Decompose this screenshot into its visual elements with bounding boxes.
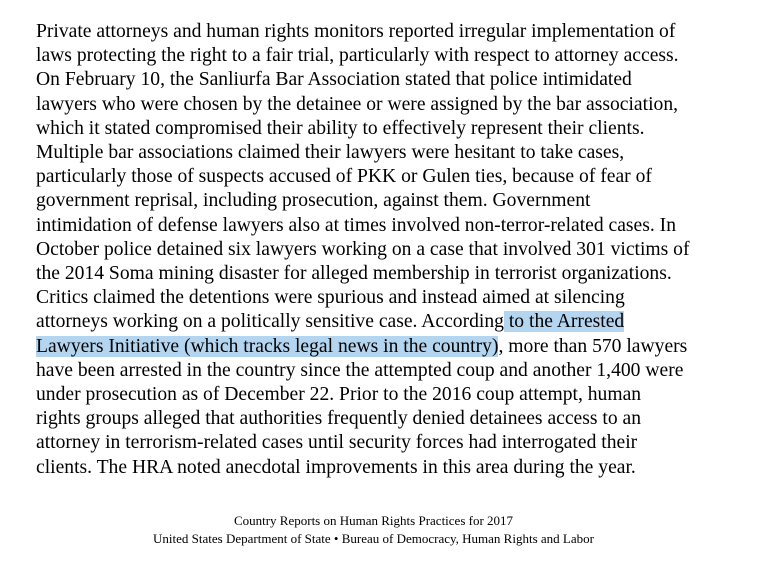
text-line: laws protecting the right to a fair trial, particularly with respect to attorney access. [36,45,679,67]
text-line: Private attorneys and human rights monitors reported irregular implementation of [36,21,676,42]
body-paragraph[interactable] [36,20,776,480]
text-line: Multiple bar associations claimed their lawyers were hesitant to take cases, [36,142,625,164]
footer-department: United States Department of State • Bureau of Democracy, Human Rights and Labor [153,531,594,546]
text-line: clients. The HRA noted anecdotal improvements in this area during the year. [36,456,636,478]
text-line: intimidation of defense lawyers also at times involved non-terror-related cases. In [36,214,677,236]
text-line: under prosecution as of December 22. Prior to the 2016 coup attempt, human [36,384,642,406]
text-line: October police detained six lawyers working on a case that involved 301 victims of [36,238,690,260]
text-line: Critics claimed the detentions were spurious and instead aimed at silencing [36,287,625,309]
selected-text[interactable]: to the Arrested [503,311,625,333]
text-line: particularly those of suspects accused of PKK or Gulen ties, because of fear of [36,166,652,188]
text-segment: , more than 570 lawyers [498,335,688,357]
text-line: have been arrested in the country since the attempted coup and another 1,400 were [36,359,684,381]
text-line: On February 10, the Sanliurfa Bar Association stated that police intimidated [36,69,632,91]
text-line: rights groups alleged that authorities frequently denied detainees access to an [36,408,642,430]
text-line: which it stated compromised their ability to effectively represent their clients. [36,117,645,139]
text-segment: attorneys working on a politically sensitive case. According [36,311,504,333]
footer-report-title: Country Reports on Human Rights Practices for 2017 [233,513,514,528]
text-line: the 2014 Soma mining disaster for alleged membership in terrorist organizations. [36,263,672,285]
text-line: government reprisal, including prosecution, against them. Government [36,190,591,212]
text-line: attorney in terrorism-related cases until security forces had interrogated their [36,432,638,454]
text-line [36,335,776,359]
selected-text[interactable]: Lawyers Initiative (which tracks legal news in the country) [36,335,499,357]
text-line: lawyers who were chosen by the detainee or were assigned by the bar association, [36,93,679,115]
text-line [36,310,776,334]
